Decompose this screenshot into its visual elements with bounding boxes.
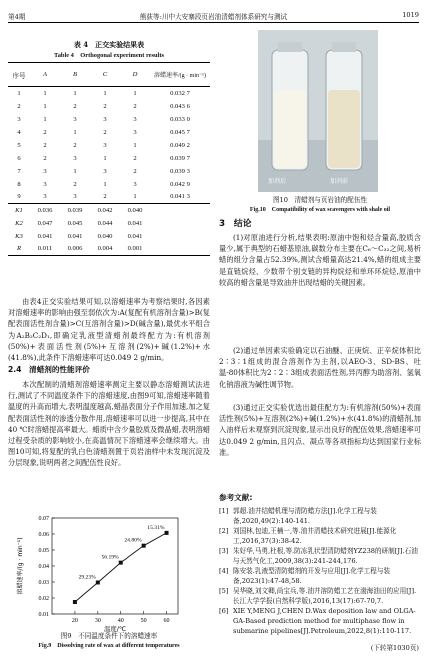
table-cell: 1 xyxy=(43,115,47,123)
table-row xyxy=(8,100,210,113)
reference-number: [6] xyxy=(219,607,229,615)
table-cell: 3 xyxy=(103,167,107,175)
table-cell: 0.049 2 xyxy=(170,141,190,149)
table-cell: 0.036 xyxy=(37,206,53,214)
table-cell: 0.042 9 xyxy=(170,180,190,188)
table-cell: 5 xyxy=(17,141,21,149)
table-row xyxy=(8,165,210,178)
table-cell: 1 xyxy=(73,89,77,97)
reference-item xyxy=(219,586,421,606)
data-point xyxy=(165,531,169,535)
table-row xyxy=(8,178,210,191)
table-cell xyxy=(150,243,210,256)
table-cell: 2 xyxy=(43,141,47,149)
table-cell: 1 xyxy=(133,141,137,149)
table-cell: 3 xyxy=(17,115,21,123)
table4 xyxy=(8,62,210,256)
table-row xyxy=(8,217,210,230)
table-row xyxy=(8,243,210,256)
plot-frame xyxy=(52,518,178,614)
table-cell: 3 xyxy=(103,141,107,149)
table-cell: 3 xyxy=(43,180,47,188)
table-row xyxy=(8,126,210,139)
table-cell: K1 xyxy=(15,206,23,214)
y-tick-label: 0.05 xyxy=(38,548,49,554)
table-header-2: B xyxy=(72,71,78,78)
table-cell: 1 xyxy=(133,89,137,97)
photo-label-after: 加剂后 xyxy=(268,178,287,185)
y-tick-label: 0.06 xyxy=(38,532,49,538)
table-row xyxy=(8,139,210,152)
table-cell: 3 xyxy=(73,154,77,162)
table-header-4: D xyxy=(132,71,138,78)
conclusion-1: (1)对原油进行分析,结果表明:原油中饱和烃含量高,胶质含量少,属于典型的石蜡基原油,碳数分布主要在C₆～C₃₂之间,易析蜡的组分含量占52.39%,测试含蜡量高达21.4%,蜡的组成主要是直链烷烃、少数带个别支链的异构烷烃和单环环烷烃,原油中较高的蜡含量是导致油井出现结蜡的关键因素。 xyxy=(219,233,421,287)
table-cell: 3 xyxy=(43,193,47,201)
table-row xyxy=(8,152,210,165)
table-cell: 1 xyxy=(43,102,47,110)
dissolving-rate-chart xyxy=(8,512,210,637)
table-cell: 2 xyxy=(103,102,107,110)
reference-number: [4] xyxy=(219,567,229,575)
table-cell: 1 xyxy=(133,193,137,201)
fig10-caption-en: Fig.10 Compatibility of wax scavengers with shale oil xyxy=(249,207,391,213)
table-cell: 2 xyxy=(43,154,47,162)
table-cell: 0.040 xyxy=(127,206,143,214)
table-cell: 7 xyxy=(17,167,21,175)
reference-item xyxy=(219,566,421,586)
table-cell: 0.042 xyxy=(97,206,113,214)
reference-text: 吴华晓,刘文卿,尚宝兵,等.油井溶防蜡工艺在渤海油田的应用[J].长江大学学报(自然科学版),2016,13(17):67-70,7. xyxy=(233,587,417,605)
reference-item xyxy=(219,606,421,636)
header-left: 第4期 xyxy=(8,13,26,21)
table-cell: 3 xyxy=(133,115,137,123)
fig9-caption-en: Fig.9 Dissolving rate of wax at different temperatures xyxy=(38,643,180,649)
x-axis-label: 温度/℃ xyxy=(103,625,127,633)
table-cell: 3 xyxy=(43,167,47,175)
figure9 xyxy=(8,512,210,637)
x-tick-label: 50 xyxy=(140,618,147,624)
y-tick-label: 0.07 xyxy=(38,516,49,522)
table-row xyxy=(8,113,210,126)
reference-text: XIE Y,MENG J,CHEN D.Wax deposition law and OLGA-GA-Based prediction method for multiphase flow in submarine pipelines[J].Petroleum,2022,8(1):110-117. xyxy=(233,607,416,635)
table-cell: 0.044 xyxy=(97,219,113,227)
table-cell: 3 xyxy=(133,128,137,136)
reference-item xyxy=(219,526,421,546)
table4-caption-en: Table 4 Orthogonal experiment results xyxy=(54,52,164,59)
table-cell: 1 xyxy=(17,89,21,97)
y-tick-label: 0.01 xyxy=(38,612,49,618)
table-cell xyxy=(150,217,210,230)
table-cell: 1 xyxy=(103,180,107,188)
table4-caption xyxy=(8,40,210,59)
table-cell: 9 xyxy=(17,193,21,201)
table-cell: 0.004 xyxy=(97,245,113,253)
table-cell: 2 xyxy=(17,102,21,110)
table-cell: 0.032 7 xyxy=(170,89,190,97)
reference-number: [5] xyxy=(219,587,229,595)
table-cell: 2 xyxy=(73,102,77,110)
table-row xyxy=(8,191,210,204)
y-tick-label: 0.02 xyxy=(38,596,49,602)
table-cell: 0.039 xyxy=(67,206,83,214)
table-cell: 0.039 7 xyxy=(170,154,190,162)
paragraph-table-discussion: 由表4正交实验结果可知,以溶蜡速率为考察结果时,各因素对溶蜡速率的影响由强至弱依次为:A(复配有机溶剂含量)>B(复配表面活性剂含量)>C(互溶剂含量)>D(碱含量),最优水平组合为A₂B₂C₂D₁,即确定乳液型清蜡剂最终配方为:有机溶剂(50%)+表面活性剂(5%)+互溶剂(2%)+碱(1.2%)+水(41.8%),此条件下溶蜡速率可达0.049 2 g/min。 xyxy=(8,297,210,363)
table-cell: 3 xyxy=(103,115,107,123)
table-cell: 8 xyxy=(17,180,21,188)
table-cell: 0.045 7 xyxy=(170,128,190,136)
table-row xyxy=(8,204,210,217)
reference-item xyxy=(219,506,421,526)
table-cell: 2 xyxy=(133,154,137,162)
reference-number: [3] xyxy=(219,547,229,555)
table-cell: 1 xyxy=(73,167,77,175)
table-cell: 2 xyxy=(103,128,107,136)
table-cell: 2 xyxy=(133,102,137,110)
table-cell: 3 xyxy=(133,180,137,188)
table-cell: K2 xyxy=(15,219,23,227)
table-cell xyxy=(150,230,210,243)
reference-text: 陈安装.乳液型清防蜡剂的开发与应用[J].化学工程与装备,2023(1):47-48,58. xyxy=(233,567,391,585)
table-cell: 0.001 xyxy=(127,245,143,253)
table-cell xyxy=(150,204,210,217)
conclusion-3: (3)通过正交实验优选出最佳配方为:有机溶剂(50%)+表面活性剂(5%)+互溶剂(2%)+碱(1.2%)+水(41.8%)的清蜡剂,加入油样后未观察到沉淀现象,显示出良好的配伍效果,溶蜡速率可达0.049 2 g/min,且闪点、凝点等各项指标均达到国家行业标准。 xyxy=(219,403,421,457)
data-point xyxy=(119,561,123,565)
fig9-caption xyxy=(8,630,210,649)
table-cell: 0.043 6 xyxy=(170,102,190,110)
table-cell: 1 xyxy=(73,128,77,136)
table-cell: 0.045 xyxy=(67,219,83,227)
table-cell: 2 xyxy=(43,128,47,136)
table-cell: 6 xyxy=(17,154,21,162)
table-cell: 0.041 xyxy=(67,232,83,240)
data-point xyxy=(96,580,100,584)
table-cell: 3 xyxy=(73,115,77,123)
table-cell: 0.041 3 xyxy=(170,193,190,201)
paragraph-performance: 本次配制的清蜡剂溶蜡速率测定主要以静态溶蜡测试法进行,测试了不同温度条件下的溶蜡速度,由图9可知,溶蜡速率随着温度的升高而增大,表明温度越高,蜡晶表面分子作用加速,加之复配表面活性剂的渗透分散作用,溶蜡速率可以进一步提高,其中在40 ℃时溶蜡提高率最大。蜡质中含少量胶质及微晶蜡,表明溶蜡过程受杂质的影响较小,在高温情况下溶蜡速率会继续增大。由图10可知,将复配的乳白色清蜡剂置于页岩油样中未发现沉淀及分层现象,说明两者之间配伍性良好。 xyxy=(8,380,210,468)
x-tick-label: 40 xyxy=(117,618,124,624)
table-cell: 2 xyxy=(133,167,137,175)
table-header-1: A xyxy=(42,71,48,78)
reference-number: [2] xyxy=(219,527,229,535)
reference-list xyxy=(219,506,421,636)
page-number: 1019 xyxy=(402,11,419,19)
increase-annotation: 29.23% xyxy=(78,574,96,581)
x-tick-label: 30 xyxy=(94,618,101,624)
table-cell: 0.011 xyxy=(37,245,53,253)
table-row xyxy=(8,230,210,243)
table-cell: 0.047 xyxy=(37,219,53,227)
increase-annotation: 24.80% xyxy=(124,537,142,544)
x-tick-label: 20 xyxy=(71,618,78,624)
table-cell: 0.040 xyxy=(97,232,113,240)
data-point xyxy=(142,544,146,548)
increase-annotation: 15.31% xyxy=(147,524,165,531)
table-cell: 0.041 xyxy=(127,219,143,227)
table-header-3: C xyxy=(102,71,108,78)
increase-annotation: 56.19% xyxy=(101,554,119,561)
table-cell: 1 xyxy=(103,154,107,162)
table-cell: 4 xyxy=(17,128,21,136)
table-cell: 2 xyxy=(73,141,77,149)
header-rule xyxy=(8,22,419,23)
table-cell: R xyxy=(16,245,22,253)
table-row xyxy=(8,87,210,100)
table-cell: 0.041 xyxy=(37,232,53,240)
y-tick-label: 0.03 xyxy=(38,580,49,586)
references-heading: 参考文献: xyxy=(219,493,253,502)
reference-text: 朱好华,马勇,杜根,等.防冻乳状型清防蜡剂YZ238的研制[J].石油与天然气化工,2009,38(3):241-244,176. xyxy=(233,547,418,565)
table-cell: 2 xyxy=(103,193,107,201)
table4-caption-cn: 表 4 正交实验结果表 xyxy=(73,40,145,49)
reference-item xyxy=(219,546,421,566)
photo-label-before: 加剂前 xyxy=(330,178,349,185)
x-tick-label: 60 xyxy=(163,618,170,624)
fig10-photo xyxy=(258,30,378,192)
sample-bottles-image xyxy=(258,30,378,192)
fig9-caption-cn: 图9 不同温度条件下的溶蜡速率 xyxy=(60,632,158,640)
reference-number: [1] xyxy=(219,507,229,515)
table-cell: 0.033 0 xyxy=(170,115,190,123)
table-cell: 0.006 xyxy=(67,245,83,253)
table-header-0: 序号 xyxy=(12,72,26,80)
series-line xyxy=(75,533,167,602)
table-cell: 2 xyxy=(73,180,77,188)
conclusion-2: (2)通过单因素实验确定以石油醚、正庚烷、正辛烷体积比2∶3∶1组成的混合溶剂作为主剂,以AEO-3、SD-BS、吐温-80体积比为2∶2∶3组成表面活性剂,异丙醇为助溶剂、氢氧化钠溶液为碱性调节物。 xyxy=(219,346,421,389)
table-cell: 0.039 3 xyxy=(170,167,190,175)
reference-text: 郭超.油井结蜡机理与清防蜡方法[J].化学工程与装备,2020,49(2):140-141. xyxy=(233,507,377,525)
fig10-caption xyxy=(219,194,421,213)
data-point xyxy=(73,600,77,604)
header-center: 熊荻等:川中大安寨段页岩油清蜡剂体系研究与测试 xyxy=(139,13,288,21)
y-axis-label: 溶蜡速率/(g · min⁻¹) xyxy=(17,537,24,595)
section-2-4-heading: 2.4 清蜡剂的性能评价 xyxy=(8,365,90,374)
continued-note: (下转第1030页) xyxy=(370,644,419,652)
fig10-caption-cn: 图10 清蜡剂与页岩油的配伍性 xyxy=(272,196,368,204)
table-cell: 3 xyxy=(73,193,77,201)
table-cell: 0.041 xyxy=(127,232,143,240)
section-3-heading: 3 结论 xyxy=(219,219,252,229)
orthogonal-table xyxy=(8,62,210,256)
table-cell: 1 xyxy=(103,89,107,97)
y-tick-label: 0.04 xyxy=(38,564,49,570)
reference-text: 刘国林,包迪,王楠一,等.油井清蜡技术研究进展[J].能源化工,2016,37(3):38-42. xyxy=(233,527,397,545)
table-cell: 1 xyxy=(43,89,47,97)
table-cell: K3 xyxy=(15,232,23,240)
table-header-5: 溶蜡速率/(g · min⁻¹) xyxy=(154,73,206,79)
